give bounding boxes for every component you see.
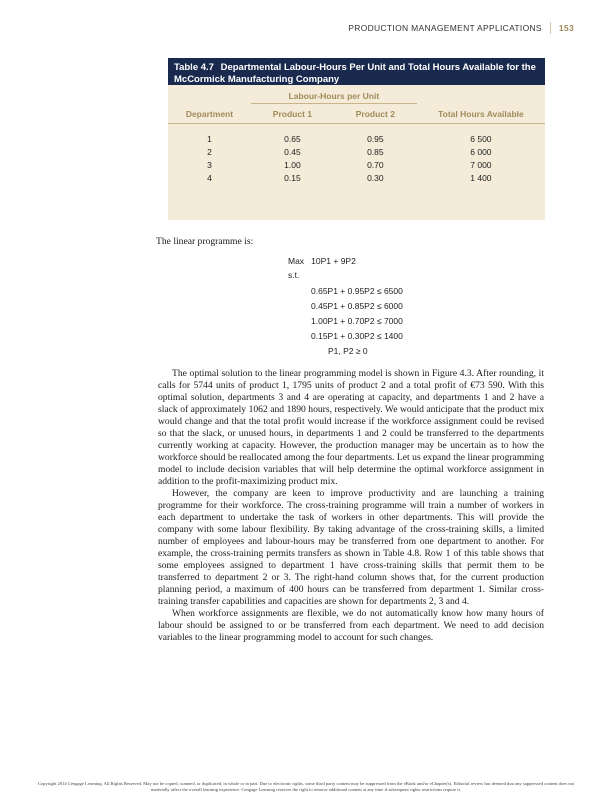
constraint-4: 0.15P1 + 0.30P2 ≤ 1400 — [311, 331, 403, 341]
col-header: Product 1 — [251, 104, 334, 124]
table-row — [168, 171, 545, 184]
labour-hours-table — [168, 85, 545, 184]
col-header: Department — [168, 104, 251, 124]
table-cell: 6 500 — [470, 133, 492, 144]
table-cell: 1 400 — [470, 172, 492, 183]
table-cell: 1.00 — [284, 159, 301, 170]
section-title: PRODUCTION MANAGEMENT APPLICATIONS — [348, 23, 542, 33]
table-title-bar — [168, 58, 545, 85]
copyright-footer: Copyright 2014 Cengage Learning. All Rights Reserved. May not be copied, scanned, or duplicated, in whole or in part. Due to electronic rights, some third party content may be suppressed from the eBook and/or eChapter(s). Editorial review has deemed that any suppressed content does not materially affect the overall learning experience. Cengage Learning reserves the right to remove additional content at any time if subsequent rights restrictions require it. — [37, 781, 575, 792]
paragraph: However, the company are keen to improve productivity and are launching a training programme for their workforce. The cross-training programme will train a number of workers in each department to undertake the task of workers in other departments. This will provide the company with some labour flexibility. By taking advantage of the cross-training skills, a limited number of employees and labour-hours may be transferred from one department to another. For example, the cross-training permits transfers as shown in Table 4.8. Row 1 of this table shows that some employees assigned to department 1 have cross-training skills that permit them to be transferred to department 2 or 3. The right-hand column shows that, for the current production planning period, a maximum of 400 hours can be transferred from department 1. Similar cross-training transfer capabilities and capacities are shown for departments 2, 3 and 4. — [158, 488, 544, 607]
table-number: Table 4.7 — [174, 62, 214, 73]
table-row — [168, 158, 545, 171]
table-4-7 — [168, 58, 545, 220]
body-text — [158, 368, 544, 644]
table-row — [168, 132, 545, 145]
table-cell: 0.65 — [284, 133, 301, 144]
table-header-row — [168, 104, 545, 124]
constraint-3: 1.00P1 + 0.70P2 ≤ 7000 — [311, 316, 403, 326]
table-row — [168, 145, 545, 158]
objective-line — [288, 256, 356, 266]
max-label: Max — [288, 256, 305, 266]
table-cell: 0.95 — [367, 133, 384, 144]
lp-intro: The linear programme is: — [156, 236, 254, 247]
objective: 10P1 + 9P2 — [311, 256, 356, 266]
col-header: Total Hours Available — [417, 104, 545, 124]
paragraph: When workforce assignments are flexible, we do not automatically know how many hours of labour should be assigned to or be transferred from each department. We need to add decision variables to the linear programming model to account for such changes. — [158, 608, 544, 643]
table-cell: 4 — [207, 172, 212, 183]
constraint-2: 0.45P1 + 0.85P2 ≤ 6000 — [311, 301, 403, 311]
table-title: Departmental Labour-Hours Per Unit and Total Hours Available for the McCormick Manufacturing Company — [174, 62, 536, 85]
col-header: Product 2 — [334, 104, 417, 124]
running-header — [348, 22, 574, 34]
constraint-1: 0.65P1 + 0.95P2 ≤ 6500 — [311, 286, 403, 296]
table-cell: 0.70 — [367, 159, 384, 170]
st-label: s.t. — [288, 270, 300, 280]
table-cell: 7 000 — [470, 159, 492, 170]
table-cell: 0.30 — [367, 172, 384, 183]
table-cell: 0.45 — [284, 146, 301, 157]
table-cell: 6 000 — [470, 146, 492, 157]
nonnegativity: P1, P2 ≥ 0 — [328, 346, 368, 356]
table-cell: 1 — [207, 133, 212, 144]
table-cell: 0.15 — [284, 172, 301, 183]
table-cell: 2 — [207, 146, 212, 157]
table-cell: 3 — [207, 159, 212, 170]
group-header: Labour-Hours per Unit — [288, 91, 380, 101]
paragraph: The optimal solution to the linear programming model is shown in Figure 4.3. After rounding, it calls for 5744 units of product 1, 1795 units of product 2 and a total profit of €73 590. With this optimal solution, departments 3 and 4 are operating at capacity, and departments 1 and 2 have a slack of approximately 1062 and 1890 hours, respectively. We would anticipate that the product mix would change and that the total profit would increase if the workforce assignment could be revised so that the slack, or unused hours, in departments 1 and 2 could be transferred to the departments currently working at capacity. However, the production manager may be uncertain as to how the workforce should be reallocated among the four departments. Let us expand the linear programming model to include decision variables that will help determine the optimal workforce assignment in addition to the profit-maximizing product mix. — [158, 368, 544, 487]
header-divider — [550, 22, 551, 34]
page-number: 153 — [558, 23, 574, 33]
table-cell: 0.85 — [367, 146, 384, 157]
